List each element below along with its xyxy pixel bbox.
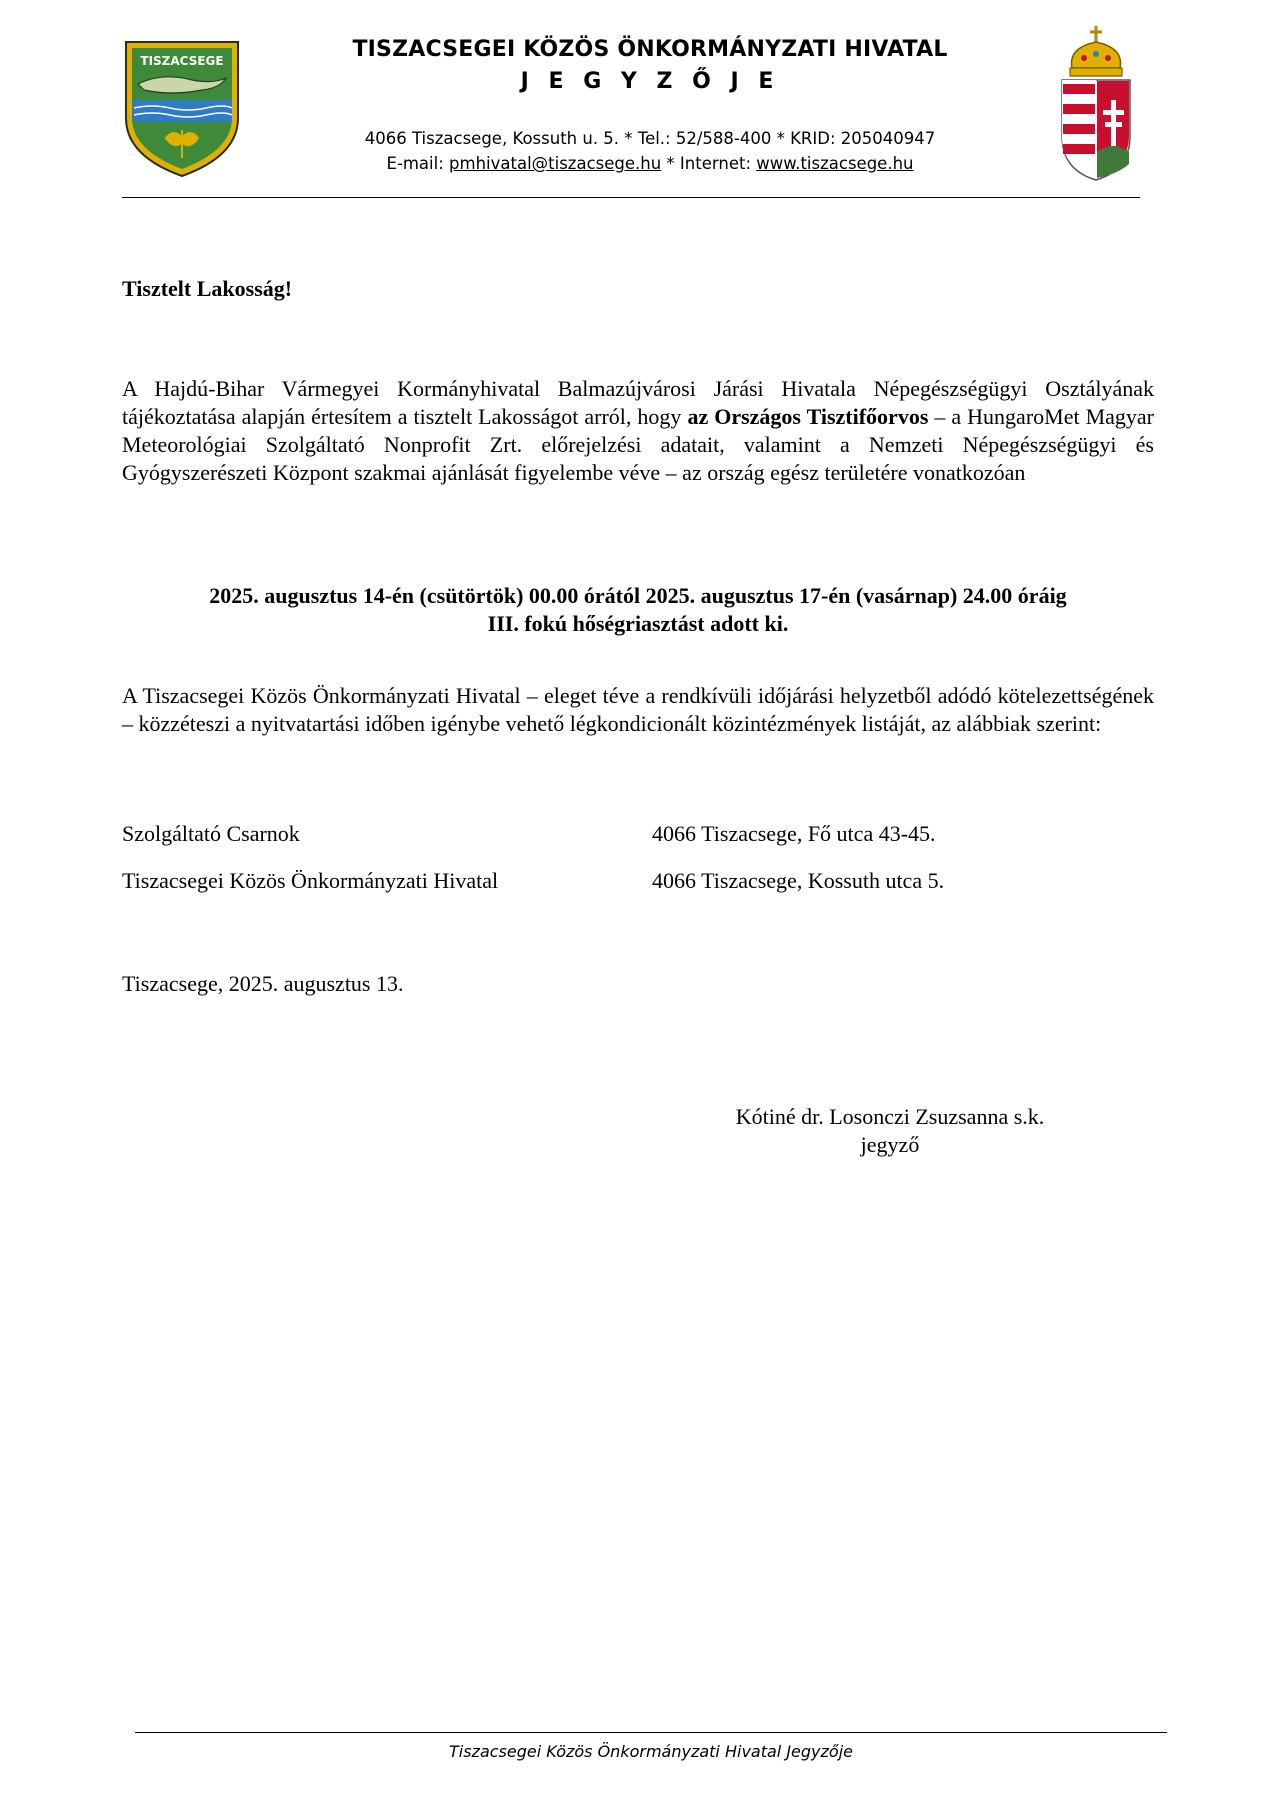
institution-address: 4066 Tiszacsege, Kossuth utca 5.: [652, 868, 945, 893]
institution-row: [122, 820, 1154, 848]
internet-label: * Internet:: [661, 154, 757, 173]
address-line: 4066 Tiszacsege, Kossuth u. 5. * Tel.: 52/588-400 * KRID: 205040947: [364, 129, 936, 148]
letterhead: [270, 34, 1030, 176]
contact-line: [270, 151, 1030, 176]
signature-block: [700, 1103, 1080, 1159]
institution-row: [122, 867, 1154, 895]
institution-name: Szolgáltató Csarnok: [122, 821, 300, 846]
paragraph-notification: [122, 375, 1154, 487]
tiszacsege-coat-of-arms-icon: [122, 38, 242, 180]
announce-level: III. fokú hőségriasztást adott ki.: [487, 611, 789, 636]
org-subtitle: J E G Y Z Ő J E: [520, 69, 780, 94]
email-link[interactable]: pmhivatal@tiszacsege.hu: [449, 154, 662, 173]
institution-address: 4066 Tiszacsege, Fő utca 43-45.: [652, 821, 936, 846]
paragraph-institutions-intro: A Tiszacsegei Közös Önkormányzati Hivatal – eleget téve a rendkívüli időjárási helyzetből adódó kötelezettségének – közzéteszi a nyitvatartási időben igénybe vehető légkondicionált közintézmények listáját, az alábbiak szerint:: [122, 683, 1154, 736]
org-title: TISZACSEGEI KÖZÖS ÖNKORMÁNYZATI HIVATAL: [352, 37, 948, 62]
crest-label: TISZACSEGE: [140, 54, 224, 68]
place-and-date: Tiszacsege, 2025. augusztus 13.: [122, 971, 404, 996]
footer-text: Tiszacsegei Közös Önkormányzati Hivatal Jegyzője: [449, 1742, 853, 1761]
para1-text-a: A Hajdú-Bihar Vármegyei Kormányhivatal Balmazújvárosi Járási Hivatala Népegészségügyi Osztályának tájékoztatása alapján értesítem a tisztelt Lakosságot arról, hogy: [122, 376, 1154, 429]
para1-text-b: – a HungaroMet Magyar Meteorológiai Szolgáltató Nonprofit Zrt. előrejelzési adatait, valamint a Nemzeti Népegészségügyi és Gyógyszerészeti Központ szakmai ajánlását figyelembe véve – az ország egész területére vonatkozóan: [122, 404, 1155, 485]
email-label: E-mail:: [386, 154, 450, 173]
signer-title: jegyző: [860, 1132, 920, 1157]
signer-name: Kótiné dr. Losonczi Zsuzsanna s.k.: [735, 1104, 1045, 1129]
website-link[interactable]: www.tiszacsege.hu: [756, 154, 914, 173]
footer-divider: [135, 1732, 1167, 1733]
heat-alert-announcement: [122, 582, 1154, 638]
institution-name: Tiszacsegei Közös Önkormányzati Hivatal: [122, 868, 499, 893]
salutation: Tisztelt Lakosság!: [122, 276, 293, 301]
hungarian-coat-of-arms-icon: [1058, 24, 1134, 182]
announce-period: 2025. augusztus 14-én (csütörtök) 00.00 órától 2025. augusztus 17-én (vasárnap) 24.00 óráig: [209, 583, 1067, 608]
header-divider: [122, 197, 1140, 198]
para1-bold-authority: az Országos Tisztifőorvos: [687, 404, 929, 429]
